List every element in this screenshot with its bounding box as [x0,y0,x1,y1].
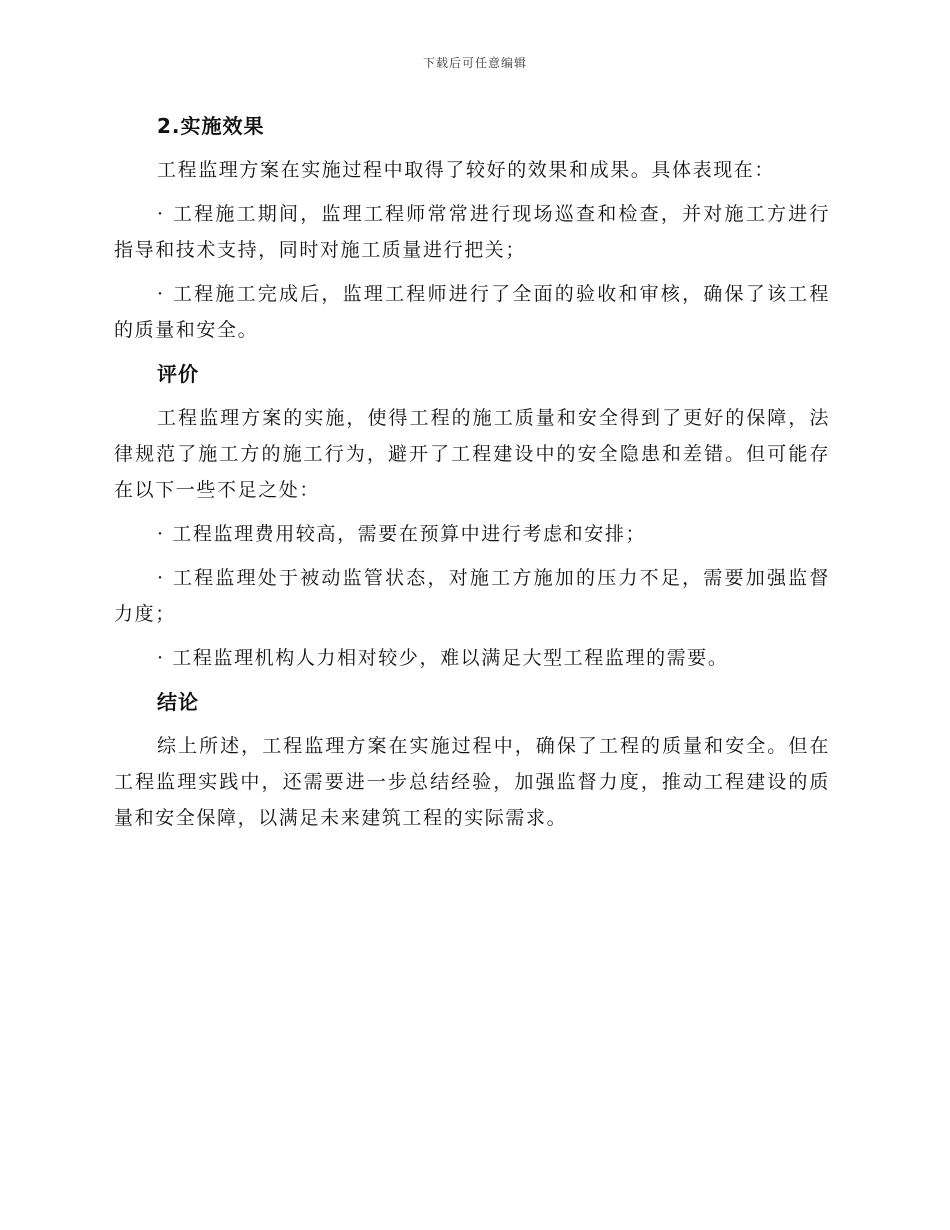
bullet-item: · 工程施工期间，监理工程师常常进行现场巡查和检查，并对施工方进行指导和技术支持，同时对施工质量进行把关； [114,203,830,261]
section-intro-paragraph: 工程监理方案的实施，使得工程的施工质量和安全得到了更好的保障，法律规范了施工方的施工行为，避开了工程建设中的安全隐患和差错。但可能存在以下一些不足之处： [114,407,830,501]
section-heading-conclusion: 结论 [157,690,199,714]
header-note: 下载后可任意编辑 [422,56,527,70]
bullet-item: · 工程监理费用较高，需要在预算中进行考虑和安排； [157,523,647,545]
section-intro-paragraph: 综上所述，工程监理方案在实施过程中，确保了工程的质量和安全。但在工程监理实践中，还需要进一步总结经验，加强监督力度，推动工程建设的质量和安全保障，以满足未来建筑工程的实际需求。 [114,735,830,829]
section-heading-evaluation: 评价 [157,362,199,386]
document-body [114,108,830,844]
bullet-item: · 工程施工完成后，监理工程师进行了全面的验收和审核，确保了该工程的质量和安全。 [114,283,830,341]
section-intro-paragraph: 工程监理方案在实施过程中取得了较好的效果和成果。具体表现在： [157,159,776,181]
section-heading-implementation-effect: 2.实施效果 [157,114,265,138]
bullet-item: · 工程监理处于被动监管状态，对施工方施加的压力不足，需要加强监督力度； [114,567,830,625]
bullet-item: · 工程监理机构人力相对较少，难以满足大型工程监理的需要。 [157,647,729,669]
